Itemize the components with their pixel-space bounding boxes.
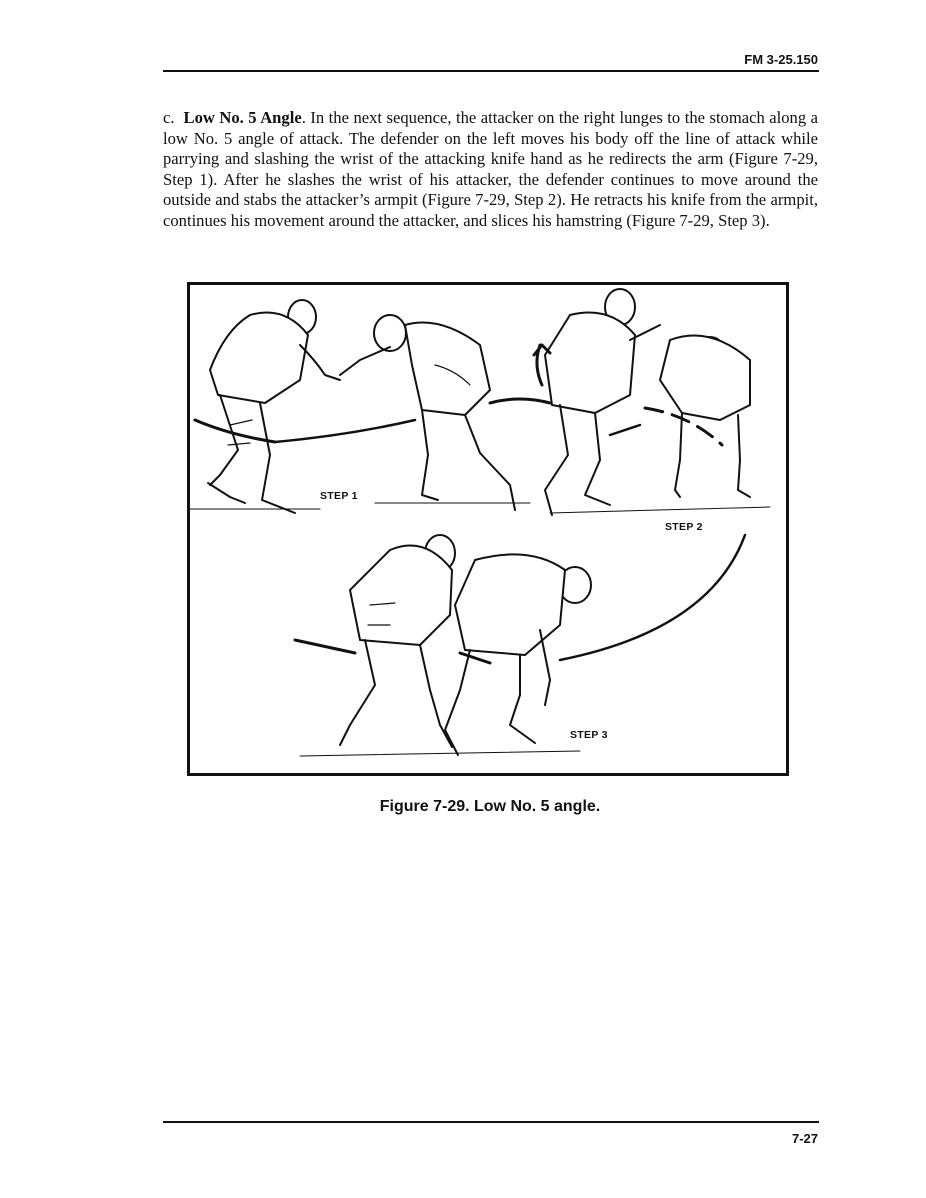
movement-path-step1-right	[490, 399, 550, 403]
step1-attacker-figure	[340, 315, 515, 510]
section-body-text: In the next sequence, the attacker on the right lunges to the stomach along a low No. 5 angle of attack. The defender on the left moves his body off the line of attack while parrying and slashing the wrist of the attacking knife hand as he redirects the arm (Figure 7-29, Step 1). After he slashes the wrist of his attacker, the defender continues to move around the outside and stabs the attacker’s armpit (Figure 7-29, Step 2). He retracts his knife from the armpit, continues his movement around the attacker, and slices his hamstring (Figure 7-29, Step 3).	[163, 108, 819, 230]
movement-path-step3-left	[295, 640, 355, 653]
document-id: FM 3-25.150	[744, 52, 818, 67]
step2-defender-figure	[534, 289, 660, 515]
step3-defender-figure	[340, 535, 455, 747]
header-rule	[163, 70, 819, 72]
step3-attacker-figure	[445, 554, 591, 755]
section-letter: c.	[163, 108, 175, 127]
step-3-label: STEP 3	[570, 729, 608, 741]
movement-path-step1-mid	[275, 420, 415, 442]
step-2-label: STEP 2	[665, 521, 703, 533]
figure-caption: Figure 7-29. Low No. 5 angle.	[379, 798, 601, 815]
step-1-label: STEP 1	[320, 490, 358, 502]
step1-defender-figure	[208, 300, 340, 513]
figure-7-29-illustration	[187, 282, 789, 776]
section-heading: Low No. 5 Angle	[183, 108, 302, 127]
section-heading-suffix: .	[301, 108, 306, 127]
ground-step2	[550, 507, 770, 513]
ground-step3	[300, 751, 580, 756]
section-paragraph	[163, 108, 818, 232]
page-number: 7-27	[791, 1131, 818, 1146]
footer-rule	[163, 1121, 819, 1123]
